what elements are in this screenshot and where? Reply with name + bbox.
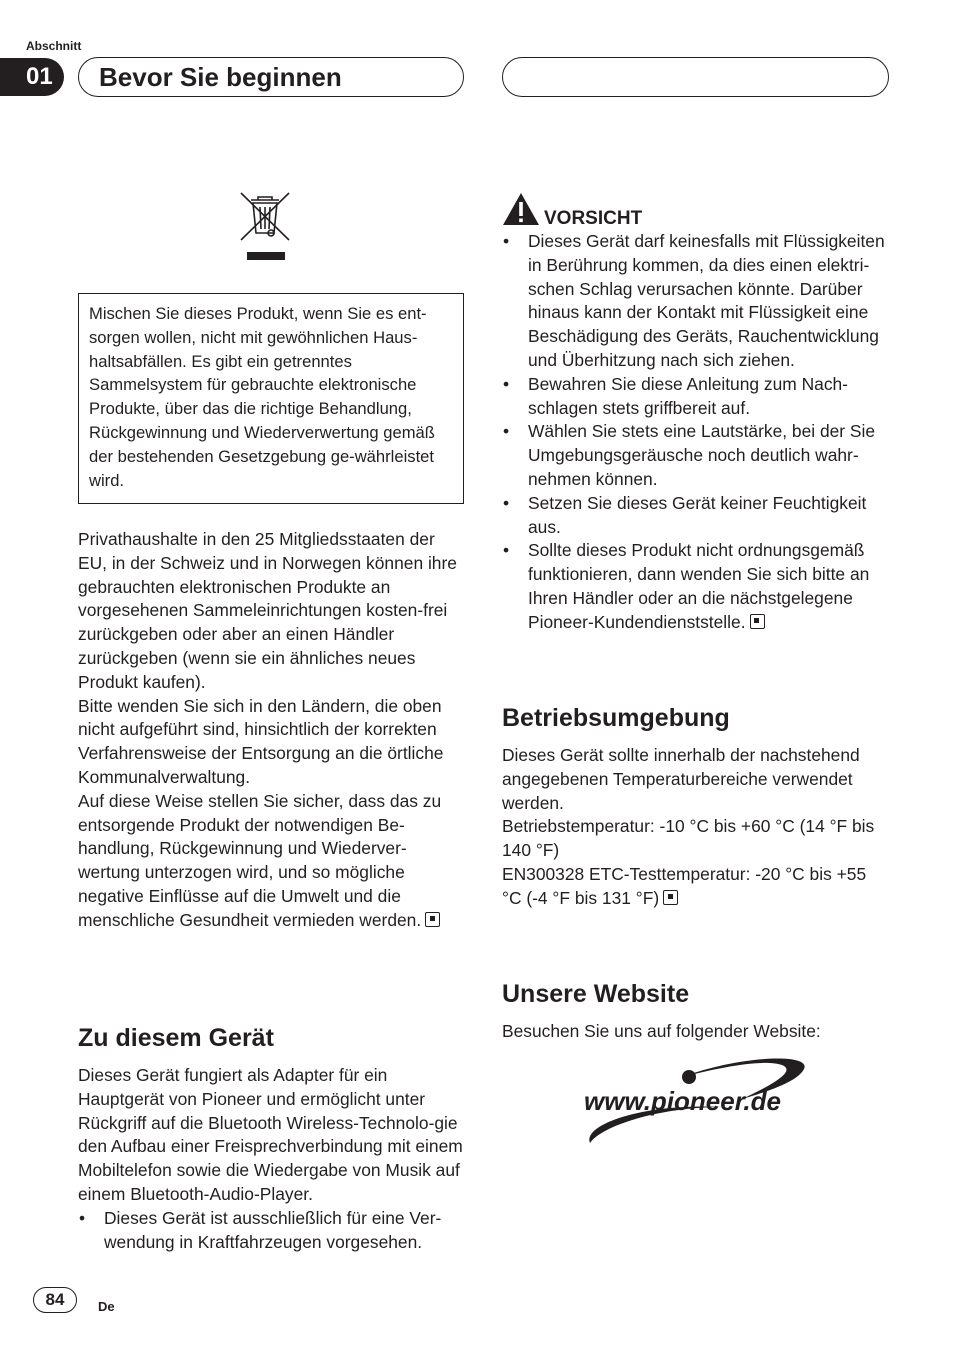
disposal-paragraphs xyxy=(78,528,464,933)
paragraph-assurance: Auf diese Weise stellen Sie sicher, dass das zu entsorgende Produkt der notwendigen Be-handlung, Rückgewinnung und Wiederver-wertung unterzogen wird, und so mögliche negative Einflüsse auf die Umwelt und die menschliche Gesundheit vermieden werden. xyxy=(78,790,442,930)
about-device-text: Dieses Gerät fungiert als Adapter für ein Hauptgerät von Pioneer und ermöglicht unter Rückgriff auf die Bluetooth Wireless-Technolo-gie den Aufbau einer Freisprechverbindung mit einem Mobiltelefon sowie die Wiedergabe von Musik auf einem Bluetooth-Audio-Player. • Dieses Gerät ist ausschließlich für eine Ver-wendung in Kraftfahrzeugen vorgesehen. xyxy=(78,1064,464,1254)
website-logo-text[interactable]: www.pioneer.de xyxy=(584,1086,781,1116)
end-mark-icon xyxy=(750,614,765,629)
chapter-title: Bevor Sie beginnen xyxy=(78,57,464,97)
list-item: • Setzen Sie dieses Gerät keiner Feuchtigkeit aus. xyxy=(502,492,888,540)
end-mark-icon xyxy=(425,912,440,927)
website-heading: Unsere Website xyxy=(502,980,690,1008)
header-empty-pill xyxy=(502,57,889,97)
language-code: De xyxy=(98,1299,115,1314)
caution-label: VORSICHT xyxy=(544,208,643,229)
pioneer-logo[interactable] xyxy=(582,1055,812,1150)
list-item: • Wählen Sie stets eine Lautstärke, bei der Sie Umgebungsgeräusche noch deutlich wahr-nehmen können. xyxy=(502,420,888,491)
section-label: Abschnitt xyxy=(26,39,82,53)
weee-bin-icon xyxy=(238,190,292,262)
end-mark-icon xyxy=(663,890,678,905)
website-text: Besuchen Sie uns auf folgender Website: xyxy=(502,1021,821,1041)
page-number: 84 xyxy=(33,1287,77,1313)
operating-temperature: Betriebstemperatur: -10 °C bis +60 °C (14 °F bis 140 °F) xyxy=(502,816,875,861)
section-number: 01 xyxy=(0,58,64,96)
paragraph-private-households: Privathaushalte in den 25 Mitgliedsstaaten der EU, in der Schweiz und in Norwegen können ihre gebrauchten elektronischen Produkte an vorgesehenen Sammeleinrichtungen kosten-frei zurückgeben oder aber an einen Händler zurückgeben (wenn sie ein ähnliches neues Produkt kaufen). xyxy=(78,529,457,692)
list-item: • Dieses Gerät ist ausschließlich für eine Ver-wendung in Kraftfahrzeugen vorgesehen. xyxy=(78,1207,464,1255)
environment-heading: Betriebsumgebung xyxy=(502,704,730,732)
caution-list xyxy=(502,230,888,635)
warning-triangle-icon xyxy=(502,192,540,226)
about-device-heading: Zu diesem Gerät xyxy=(78,1024,274,1052)
disposal-notice-box: Mischen Sie dieses Produkt, wenn Sie es ent-sorgen wollen, nicht mit gewöhnlichen Haus-haltsabfällen. Es gibt ein getrenntes Sammelsystem für gebrauchte elektronische Produkte, über das die richtige Behandlung, Rückgewinnung und Wiederverwertung gemäß der bestehenden Gesetzgebung ge-währleistet wird. xyxy=(78,293,464,504)
list-item: • Dieses Gerät darf keinesfalls mit Flüssigkeiten in Berührung kommen, da dies einen elektri-schen Schlag verursachen könnte. Darüber hinaus kann der Kontakt mit Flüssigkeit eine Beschädigung des Geräts, Rauchentwicklung und Überhitzung nach sich ziehen. xyxy=(502,230,888,373)
paragraph-other-countries: Bitte wenden Sie sich in den Ländern, die oben nicht aufgeführt sind, hinsichtlich der korrekten Verfahrensweise der Entsorgung an die örtliche Kommunalverwaltung. xyxy=(78,695,444,787)
test-temperature: EN300328 ETC-Testtemperatur: -20 °C bis +55 °C (-4 °F bis 131 °F) xyxy=(502,863,867,908)
list-item: • Sollte dieses Produkt nicht ordnungsgemäß funktionieren, dann wenden Sie sich bitte an Ihren Händler oder an die nächstgelegene Pioneer-Kundendienststelle. xyxy=(502,539,888,634)
environment-text: Dieses Gerät sollte innerhalb der nachstehend angegebenen Temperaturbereiche verwendet werden. Betriebstemperatur: -10 °C bis +60 °C (14 °F bis 140 °F) EN300328 ETC-Testtemperatur: -20 °C bis +55 °C (-4 °F bis 131 °F) xyxy=(502,744,888,911)
about-device-list xyxy=(78,1207,464,1255)
list-item: • Bewahren Sie diese Anleitung zum Nach-schlagen stets griffbereit auf. xyxy=(502,373,888,421)
caution-header xyxy=(502,192,888,232)
